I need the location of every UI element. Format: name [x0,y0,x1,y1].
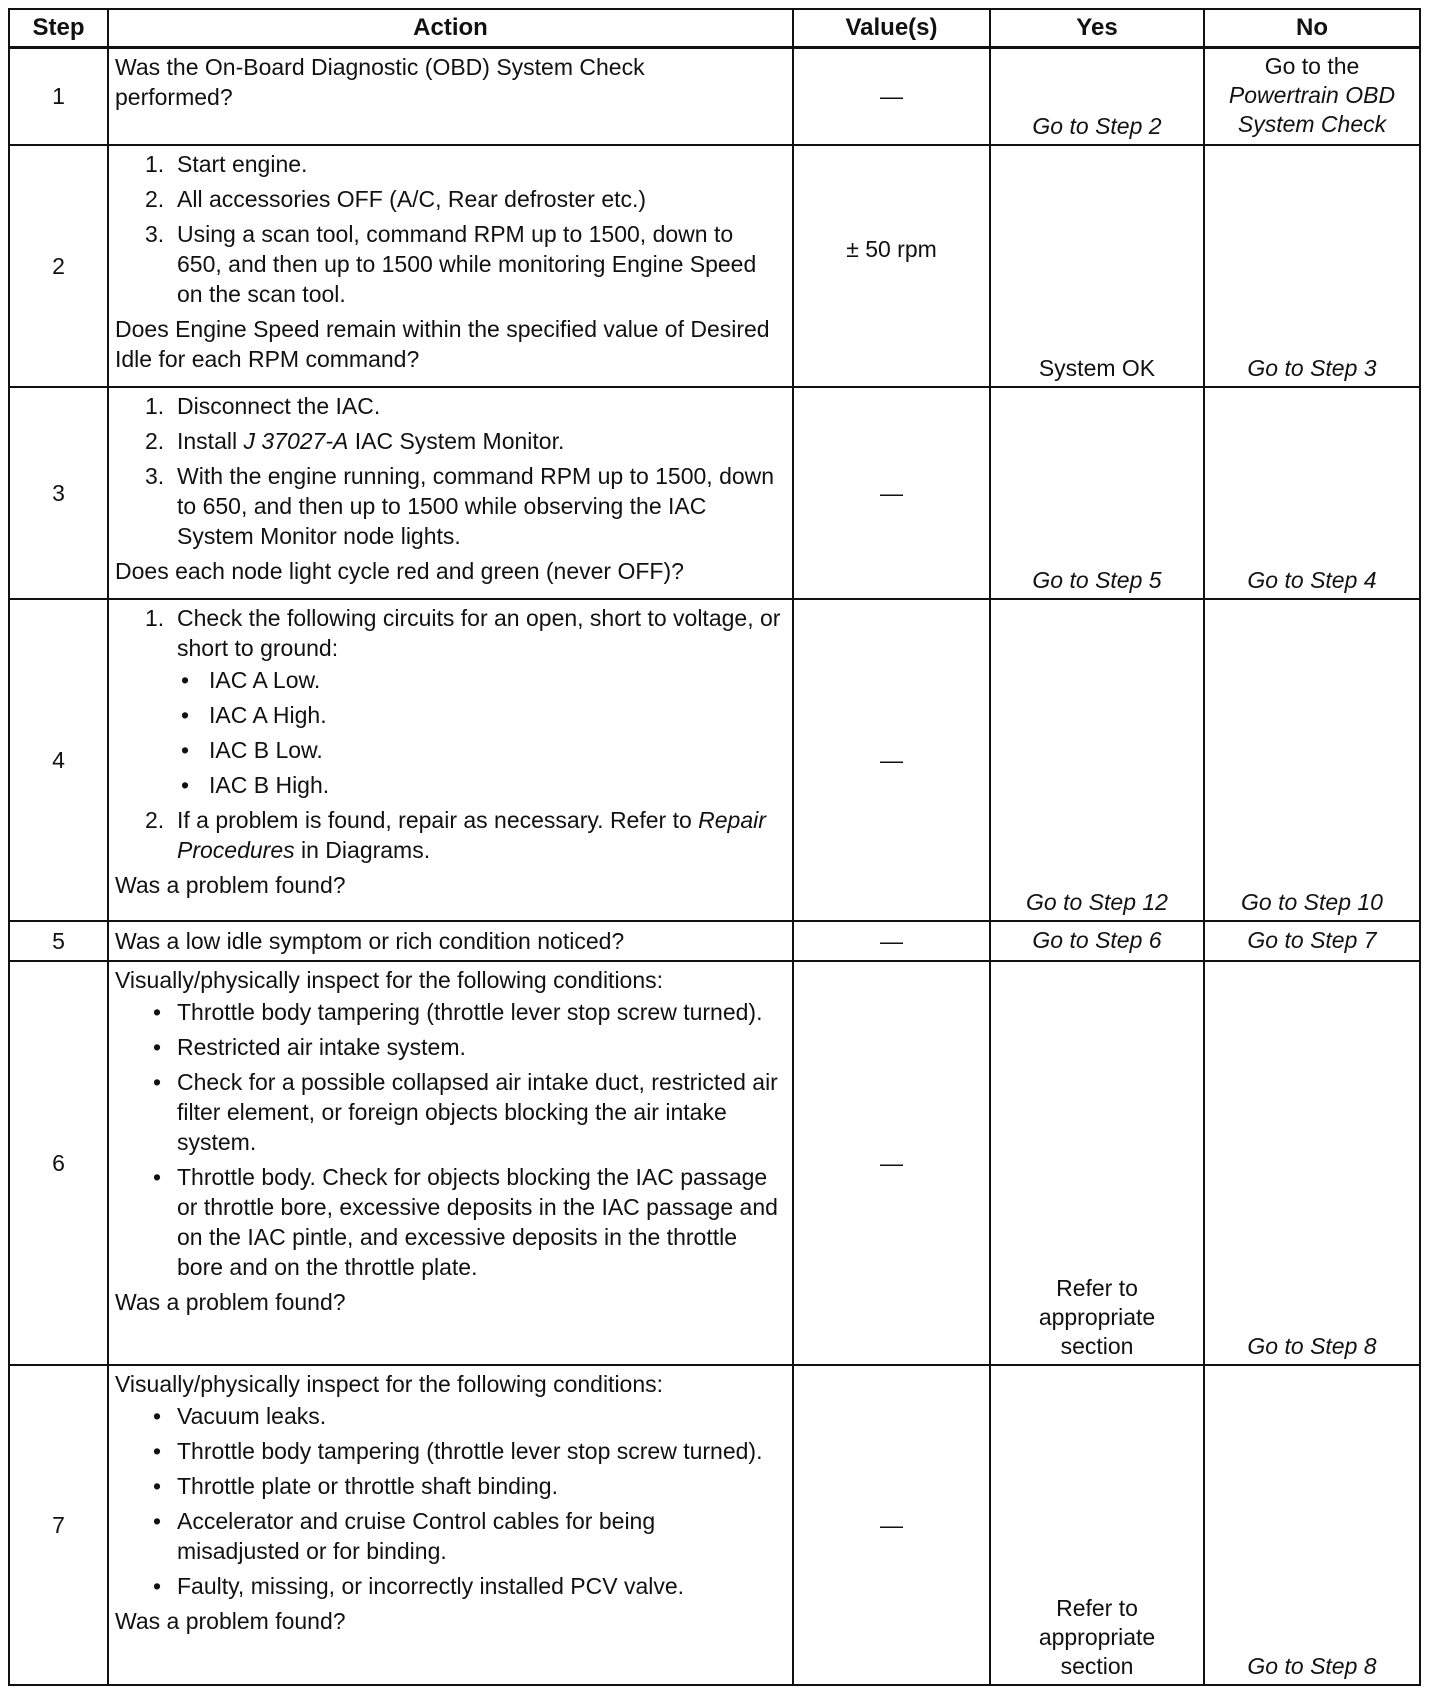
header-no: No [1204,9,1420,48]
circuit-item [177,770,782,800]
circuit-item [177,700,782,730]
condition-list [115,997,782,1282]
question-text: Was a problem found? [115,871,346,898]
condition-list [115,1401,782,1601]
yes-cell: System OK [990,145,1204,387]
list-item [115,461,782,551]
no-cell: Go to Step 7 [1204,921,1420,961]
bullet-icon: • [153,1572,162,1599]
no-cell: Go to Step 4 [1204,387,1420,599]
diagnostic-table [8,8,1421,1686]
item-number: 2. [145,185,165,212]
list-item [115,391,782,421]
item-number: 3. [145,220,165,247]
bullet-icon: • [153,998,162,1025]
condition-text: Throttle body. Check for objects blocking the IAC passage or throttle bore, excessive deposits in the IAC passage and on the IAC pintle, and excessive deposits in the throttle bore and on the throttle plate. [177,1163,778,1280]
yes-cell [990,1365,1204,1685]
condition-item [115,1436,782,1466]
action-cell [108,145,793,387]
item-number: 1. [145,150,165,177]
header-values: Value(s) [793,9,990,48]
value-cell: — [793,48,990,145]
item-number: 3. [145,462,165,489]
question-text: Was a problem found? [115,1607,346,1634]
item-text: All accessories OFF (A/C, Rear defroster etc.) [177,185,647,212]
table-row-step-5 [9,921,1420,961]
condition-item [115,997,782,1027]
circuit-list [177,665,782,800]
table-row-step-1 [9,48,1420,145]
table-row-step-4 [9,599,1420,921]
no-cell: Go to Step 10 [1204,599,1420,921]
header-step: Step [9,9,108,48]
no-cell [1204,48,1420,145]
item-number: 2. [145,806,165,833]
yes-line: section [1060,1652,1134,1679]
list-item [115,805,782,865]
no-line: Powertrain OBD [1228,82,1396,109]
step-number: 4 [9,599,108,921]
item-text: Check the following circuits for an open, short to voltage, or short to ground: [177,604,781,661]
condition-text: Vacuum leaks. [177,1402,327,1429]
question-text: Does each node light cycle red and green (never OFF)? [115,557,684,584]
header-yes: Yes [990,9,1204,48]
no-cell: Go to Step 8 [1204,1365,1420,1685]
bullet-icon: • [153,1507,162,1534]
item-number: 2. [145,427,165,454]
item-number: 1. [145,392,165,419]
action-cell [108,387,793,599]
circuit-item [177,735,782,765]
bullet-icon: • [181,701,190,728]
no-line: Go to the [1264,53,1360,80]
bullet-icon: • [153,1033,162,1060]
step-number: 2 [9,145,108,387]
item-text: With the engine running, command RPM up to 1500, down to 650, and then up to 1500 while observing the IAC System Monitor node lights. [177,462,775,549]
no-cell: Go to Step 3 [1204,145,1420,387]
yes-cell: Go to Step 12 [990,599,1204,921]
question-text: Was a problem found? [115,1288,346,1315]
table-row-step-3 [9,387,1420,599]
condition-text: Check for a possible collapsed air intake duct, restricted air filter element, or foreign objects blocking the air intake system. [177,1068,778,1155]
yes-cell [990,961,1204,1365]
tool-reference: J 37027-A [243,427,349,454]
bullet-icon: • [181,771,190,798]
table-row-step-7 [9,1365,1420,1685]
circuit-text: IAC B High. [209,771,330,798]
item-text: in Diagrams. [294,836,431,863]
action-text: Was the On-Board Diagnostic (OBD) System Check performed? [115,54,645,110]
value-cell: — [793,599,990,921]
step-number: 1 [9,48,108,145]
action-cell [108,599,793,921]
yes-cell: Go to Step 2 [990,48,1204,145]
item-text: Install [177,427,244,454]
bullet-icon: • [153,1068,162,1095]
yes-cell: Go to Step 5 [990,387,1204,599]
condition-item [115,1506,782,1566]
circuit-text: IAC B Low. [209,736,323,763]
intro-text: Visually/physically inspect for the following conditions: [115,1370,664,1397]
header-action: Action [108,9,793,48]
bullet-icon: • [153,1163,162,1190]
condition-text: Throttle body tampering (throttle lever stop screw turned). [177,998,763,1025]
item-text: IAC System Monitor. [348,427,565,454]
action-cell [108,48,793,145]
condition-item [115,1571,782,1601]
table-row-step-6 [9,961,1420,1365]
condition-item [115,1471,782,1501]
header-row [9,9,1420,48]
circuit-item [177,665,782,695]
step-number: 5 [9,921,108,961]
condition-item [115,1032,782,1062]
yes-cell: Go to Step 6 [990,921,1204,961]
question-text: Does Engine Speed remain within the specified value of Desired Idle for each RPM command? [115,315,770,372]
numbered-list [115,149,782,309]
condition-text: Throttle plate or throttle shaft binding. [177,1472,558,1499]
yes-line: section [1060,1332,1134,1359]
reference-link[interactable]: Repair Procedures [177,806,766,863]
value-cell: — [793,1365,990,1685]
bullet-icon: • [153,1402,162,1429]
yes-line: Refer to [1056,1594,1138,1621]
item-text: Start engine. [177,150,308,177]
circuit-text: IAC A Low. [209,666,321,693]
value-cell: — [793,961,990,1365]
bullet-icon: • [181,666,190,693]
item-text: If a problem is found, repair as necessary. Refer to [177,806,699,833]
bullet-icon: • [153,1437,162,1464]
condition-text: Restricted air intake system. [177,1033,466,1060]
condition-item [115,1067,782,1157]
list-item [115,219,782,309]
condition-text: Accelerator and cruise Control cables for being misadjusted or for binding. [177,1507,656,1564]
action-cell [108,961,793,1365]
step-number: 6 [9,961,108,1365]
action-cell [108,1365,793,1685]
condition-text: Faulty, missing, or incorrectly installed PCV valve. [177,1572,685,1599]
item-text: Using a scan tool, command RPM up to 1500, down to 650, and then up to 1500 while monitoring Engine Speed on the scan tool. [177,220,757,307]
no-line: System Check [1237,111,1387,138]
list-item [115,426,782,456]
circuit-text: IAC A High. [209,701,327,728]
list-item [115,149,782,179]
yes-line: appropriate [1038,1303,1156,1330]
action-cell: Was a low idle symptom or rich condition noticed? [108,921,793,961]
diagnostic-document [8,8,1421,1686]
condition-item [115,1162,782,1282]
step-number: 7 [9,1365,108,1685]
value-cell: — [793,387,990,599]
yes-line: Refer to [1056,1274,1138,1301]
item-number: 1. [145,604,165,631]
bullet-icon: • [181,736,190,763]
condition-text: Throttle body tampering (throttle lever stop screw turned). [177,1437,763,1464]
value-cell: — [793,921,990,961]
numbered-list [115,603,782,865]
table-row-step-2 [9,145,1420,387]
step-number: 3 [9,387,108,599]
item-text: Disconnect the IAC. [177,392,381,419]
value-cell: ± 50 rpm [793,145,990,387]
condition-item [115,1401,782,1431]
list-item [115,184,782,214]
yes-line: appropriate [1038,1623,1156,1650]
bullet-icon: • [153,1472,162,1499]
no-cell: Go to Step 8 [1204,961,1420,1365]
intro-text: Visually/physically inspect for the following conditions: [115,966,664,993]
numbered-list [115,391,782,551]
list-item [115,603,782,800]
